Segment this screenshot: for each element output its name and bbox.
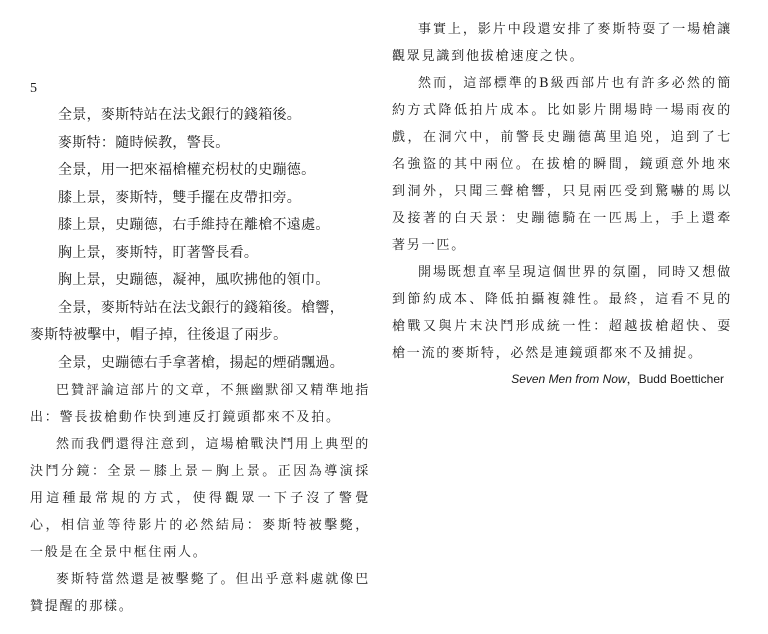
paragraph: 麥斯特當然還是被擊斃了。但出乎意料處就像巴贊提醒的那樣。 bbox=[30, 572, 370, 614]
script-line: 麥斯特：隨時候教，警長。 bbox=[58, 134, 230, 151]
script-line: 全景，史蹦德右手拿著槍，揚起的煙硝飄過。 bbox=[58, 354, 344, 371]
paragraph: 然而我們還得注意到，這場槍戰決鬥用上典型的決鬥分鏡：全景－膝上景－胸上景。正因為導演採用這種最常規的方式，使得觀眾一下子沒了警覺心，相信並等待影片的必然結局：麥斯特被擊斃，一般是在全景中框住兩人。 bbox=[30, 437, 370, 560]
script-line: 全景，麥斯特站在法戈銀行的錢箱後。 bbox=[58, 107, 302, 123]
script-lines bbox=[30, 102, 370, 377]
paragraph: 事實上，影片中段還安排了麥斯特耍了一場槍讓觀眾見識到他拔槍速度之快。 bbox=[392, 22, 732, 64]
script-line: 膝上景，史蹦德，右手維持在離槍不遠處。 bbox=[58, 217, 330, 233]
film-director: Budd Boetticher bbox=[638, 372, 724, 386]
script-line: 膝上景，麥斯特，雙手擺在皮帶扣旁。 bbox=[58, 189, 302, 206]
script-line: 全景，用一把來福槍權充枴杖的史蹦德。 bbox=[58, 162, 316, 178]
right-column bbox=[392, 16, 732, 389]
script-line: 全景，麥斯特站在法戈銀行的錢箱後。槍響， bbox=[58, 299, 344, 316]
script-line: 胸上景，麥斯特，盯著警長看。 bbox=[58, 244, 259, 261]
caption-separator: ， bbox=[626, 372, 639, 386]
script-line: 胸上景，史蹦德，凝神，風吹拂他的領巾。 bbox=[58, 272, 330, 288]
right-body-text bbox=[392, 16, 732, 367]
left-body-text bbox=[30, 377, 370, 620]
film-title: Seven Men from Now bbox=[511, 372, 627, 386]
paragraph: 然而，這部標準的B級西部片也有許多必然的簡約方式降低拍片成本。比如影片開場時一場雨夜的戲，在洞穴中，前警長史蹦德萬里追兇，追到了七名強盜的其中兩位。在拔槍的瞬間，鏡頭意外地來到洞外，只聞三聲槍響，只見兩匹受到驚嚇的馬以及接著的白天景：史蹦德騎在一匹馬上，手上還牽著另一匹。 bbox=[392, 76, 732, 253]
paragraph: 開場既想直率呈現這個世界的氛圍，同時又想做到節約成本、降低拍攝複雜性。最終，這看不見的槍戰又與片末決鬥形成統一性：超越拔槍超快、耍槍一流的麥斯特，必然是連鏡頭都來不及捕捉。 bbox=[392, 265, 732, 361]
script-line: 麥斯特被擊中，帽子掉，往後退了兩步。 bbox=[30, 327, 288, 343]
film-caption bbox=[392, 369, 732, 389]
left-column bbox=[30, 80, 370, 620]
page-number: 5 bbox=[30, 81, 37, 96]
paragraph: 巴贊評論這部片的文章，不無幽默卻又精準地指出：警長拔槍動作快到連反打鏡頭都來不及拍。 bbox=[30, 383, 370, 425]
